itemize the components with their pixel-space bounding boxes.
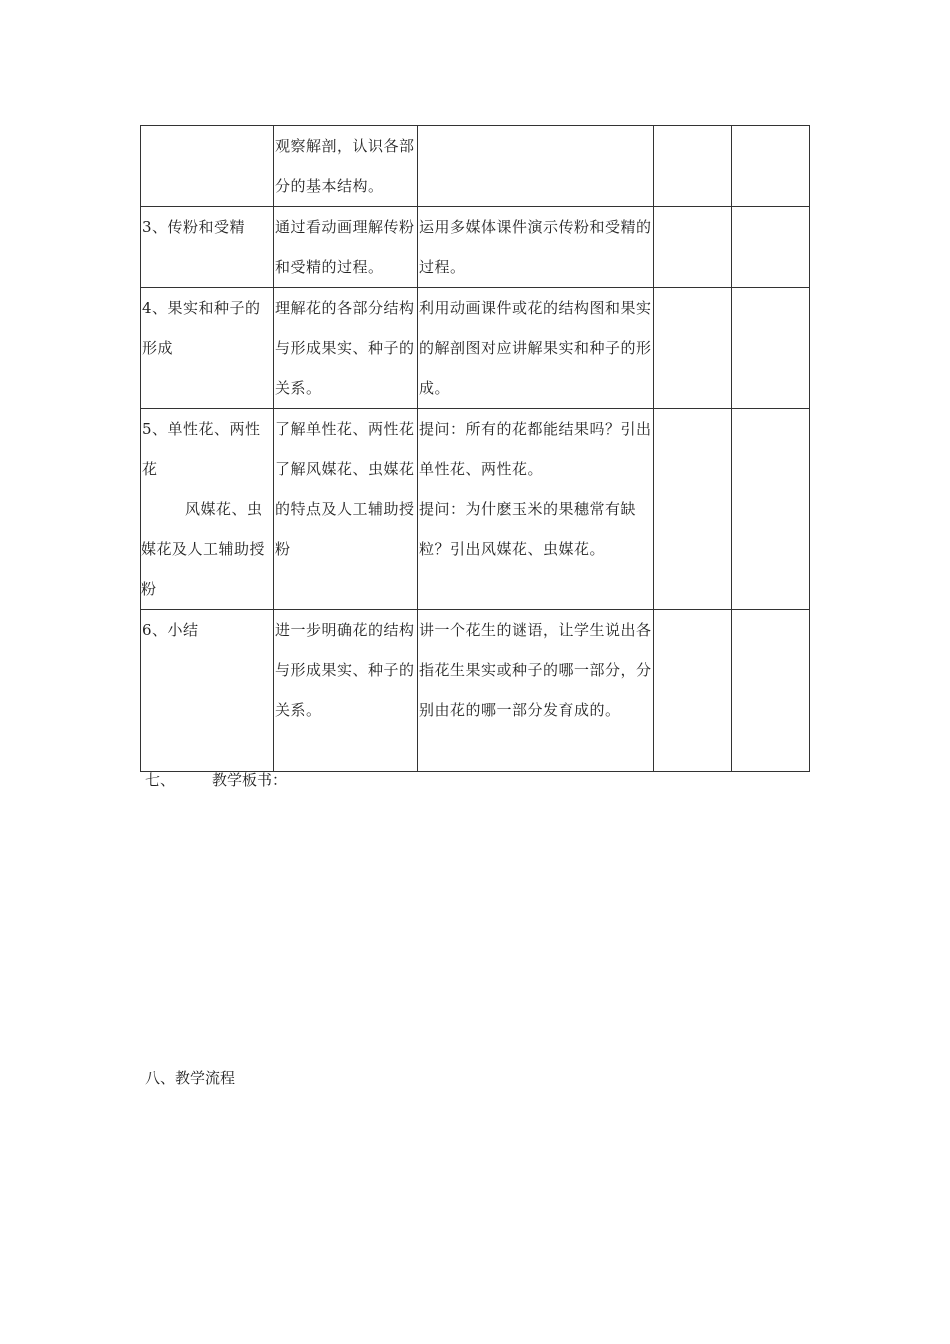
table-row [141,409,810,610]
table-cell: 通过看动画理解传粉和受精的过程。 [274,207,418,288]
table-cell: 利用动画课件或花的结构图和果实的解剖图对应讲解果实和种子的形成。 [418,288,654,409]
section-heading-blackboard [145,768,287,792]
table-cell [418,126,654,207]
table-row [141,610,810,772]
lesson-plan-table [140,125,810,772]
section-number: 七、 [145,771,176,789]
table-cell [732,409,810,610]
table-cell [732,207,810,288]
table-cell [654,207,732,288]
cell-line: 5、单性花、两性花 [142,420,261,478]
table-cell: 理解花的各部分结构与形成果实、种子的关系。 [274,288,418,409]
cell-line: 了解单性花、两性花 [275,420,415,438]
table-row [141,288,810,409]
table-cell [418,409,654,610]
table-cell [654,126,732,207]
table-cell [141,409,274,610]
table-cell [732,610,810,772]
cell-line: 提问：所有的花都能结果吗？引出单性花、两性花。 [419,420,652,478]
table-cell: 进一步明确花的结构与形成果实、种子的关系。 [274,610,418,772]
section-heading-teaching-flow: 八、教学流程 [145,1069,236,1087]
table-cell: 4、果实和种子的形成 [141,288,274,409]
table-row [141,126,810,207]
table-cell [732,288,810,409]
table-cell [654,610,732,772]
table-cell: 6、小结 [141,610,274,772]
section-title: 教学板书： [212,771,288,789]
table-cell [654,288,732,409]
cell-line: 提问：为什麽玉米的果穗常有缺粒？引出风媒花、虫媒花。 [419,500,637,558]
table-cell: 观察解剖，认识各部分的基本结构。 [274,126,418,207]
cell-line: 了解风媒花、虫媒花的特点及人工辅助授粉 [275,460,415,558]
table-cell [274,409,418,610]
table-cell [732,126,810,207]
table-cell: 运用多媒体课件演示传粉和受精的过程。 [418,207,654,288]
cell-line: 风媒花、虫媒花及人工辅助授粉 [141,500,266,598]
table-cell: 3、传粉和受精 [141,207,274,288]
table-cell [141,126,274,207]
table-cell [654,409,732,610]
table-row [141,207,810,288]
table-cell: 讲一个花生的谜语，让学生说出各指花生果实或种子的哪一部分，分别由花的哪一部分发育成的。 [418,610,654,772]
